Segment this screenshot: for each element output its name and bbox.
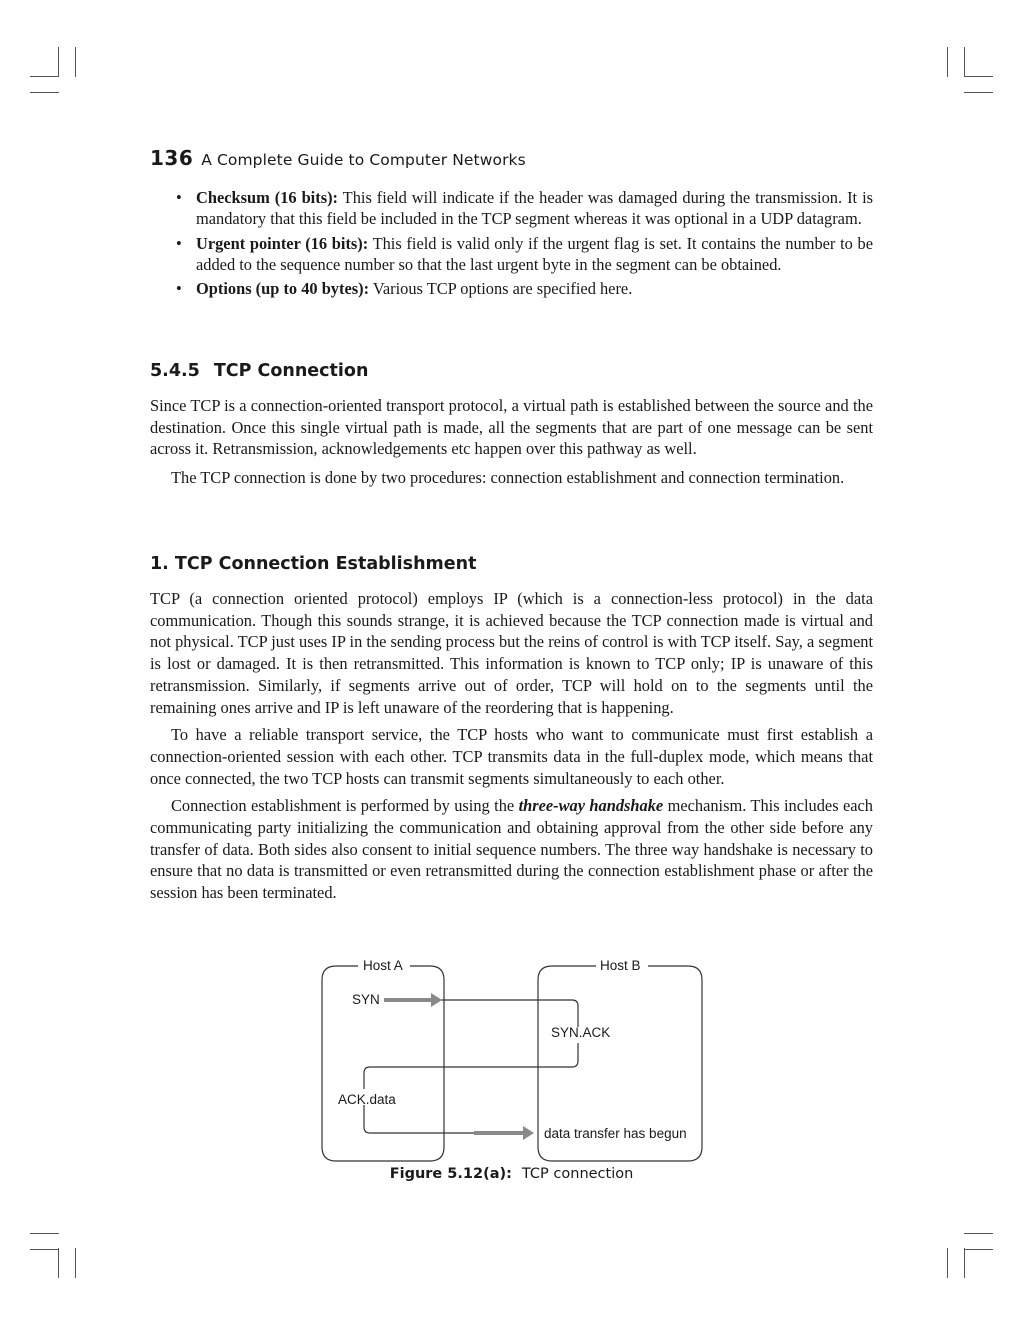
syn-arrow [384,993,442,1007]
ack-data-label: ACK.data [338,1092,396,1107]
crop-mark [58,47,59,77]
figure-title: TCP connection [521,1166,634,1182]
crop-mark [964,1248,965,1278]
data-arrow [474,1126,534,1140]
paragraph: To have a reliable transport service, the TCP hosts who want to communicate must first establish a connection-oriented session with each other. TCP transmits data in the full-duplex mode, which means that once connected, the two TCP hosts can transmit segments simultaneously to each other. [150,725,873,788]
syn-label: SYN [352,992,380,1007]
bullet-text: Various TCP options are specified here. [369,279,633,299]
host-b-label: Host B [600,958,641,973]
syn-ack-label: SYN.ACK [551,1025,611,1040]
field-list [176,187,873,302]
paragraph: Connection establishment is performed by using the three-way handshake mechanism. This includes each communicating party initializing the communication and obtaining approval from the other side before any transfer of data. Both sides also consent to initial sequence numbers. The three way handshake is necessary to ensure that no data is transmitted or even retransmitted during the connection establishment phase or after the session has been terminated. [150,796,873,903]
crop-mark [964,92,993,93]
list-item: • Options (up to 40 bytes): Various TCP options are specified here. [176,279,633,299]
syn-ack-return-path [364,1043,578,1089]
bullet-term: Urgent pointer (16 bits): [196,233,369,253]
handshake-diagram [0,955,1023,1195]
host-a-label: Host A [363,958,403,973]
transfer-label: data transfer has begun [544,1126,687,1141]
list-item: • Checksum (16 bits): This field will indicate if the header was damaged during the transmission. It is mandatory that this field be included in the TCP segment whereas it was optional in a UDP datagram. [176,188,873,229]
figure-caption [0,1166,1023,1182]
figure-label: Figure 5.12(a): [389,1166,512,1182]
running-title: A Complete Guide to Computer Networks [201,151,526,169]
ack-path [364,1105,476,1133]
crop-mark [30,76,59,77]
crop-mark [964,1233,993,1234]
paragraph: The TCP connection is done by two procedures: connection establishment and connection termination. [171,468,845,488]
crop-mark [30,1233,59,1234]
paragraph: Since TCP is a connection-oriented transport protocol, a virtual path is established between the source and the destination. Once this single virtual path is made, all the segments that are part of one message can be sent across it. Retransmission, acknowledgements etc happen over this pathway as well. [150,396,873,459]
crop-mark [964,76,993,77]
crop-mark [30,92,59,93]
bullet-term: Options (up to 40 bytes): [196,279,370,299]
crop-mark [964,1249,993,1250]
section-heading [150,361,368,381]
list-item: • Urgent pointer (16 bits): This field is valid only if the urgent flag is set. It contains the number to be added to the sequence number so that the last urgent byte in the segment can be obtained. [176,233,873,274]
bullet-text: This field is valid only if the urgent flag is set. It contains the number to be added to the sequence number so that the last urgent byte in the segment can be obtained. [196,233,873,274]
crop-mark [947,47,948,77]
crop-mark [75,1248,76,1278]
section-body [150,395,873,489]
crop-mark [75,47,76,77]
section-number: 5.4.5 [150,361,200,381]
host-a-box [322,966,444,1161]
page-header [150,146,526,170]
subsection-body [150,588,873,904]
crop-mark [58,1248,59,1278]
crop-mark [964,47,965,77]
section-title: TCP Connection [213,361,369,381]
syn-ack-path [440,1000,578,1027]
subsection-heading: 1. TCP Connection Establishment [150,554,477,574]
crop-mark [30,1249,59,1250]
paragraph: TCP (a connection oriented protocol) employs IP (which is a connection-less protocol) in the data communication. Though this sounds strange, it is achieved because the TCP connection made is virtual and not physical. TCP just uses IP in the sending process but the reins of control is with TCP itself. Say, a segment is lost or damaged. It is then retransmitted. This information is known to TCP only; IP is unaware of this retransmission. Similarly, if segments arrive out of order, TCP will hold on to the segments until the remaining ones arrive and IP is left unaware of the reordering that is happening. [150,589,873,717]
emphasis: three-way handshake [518,796,664,816]
crop-mark [947,1248,948,1278]
bullet-text: This field will indicate if the header was damaged during the transmission. It is mandatory that this field be included in the TCP segment whereas it was optional in a UDP datagram. [196,188,873,229]
page-number: 136 [150,146,194,170]
bullet-term: Checksum (16 bits): [196,188,338,207]
